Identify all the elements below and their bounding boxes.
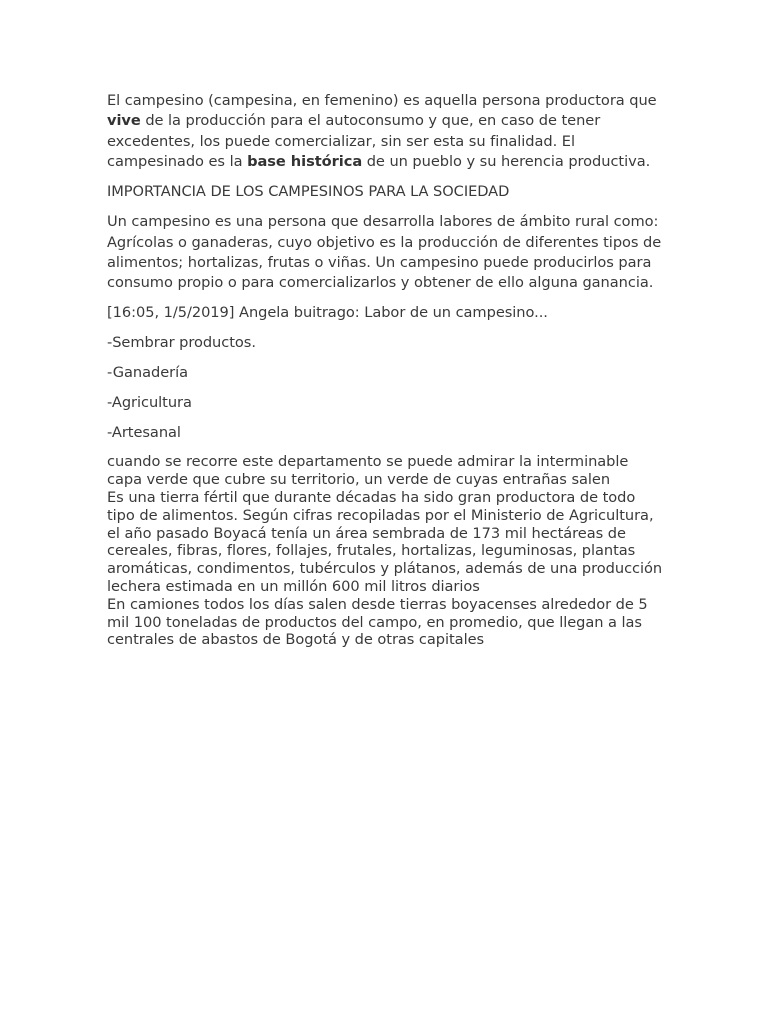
intro-bold-base-historica: base histórica: [247, 153, 363, 171]
section-heading: IMPORTANCIA DE LOS CAMPESINOS PARA LA SOCIEDAD: [107, 183, 510, 201]
boyaca-line-3: En camiones todos los días salen desde tierras boyacenses alrededor de 5 mil 100 toneladas de productos del campo, en promedio, que llegan a las centrales de abastos de Bogotá y de otras capitales: [107, 595, 648, 649]
intro-text-3: de un pueblo y su herencia productiva.: [362, 153, 651, 171]
intro-bold-vive: vive: [107, 112, 141, 130]
list-item: -Sembrar productos.: [107, 334, 256, 352]
list-item: -Ganadería: [107, 364, 188, 382]
intro-text-1: El campesino (campesina, en femenino) es aquella persona productora que: [107, 92, 657, 109]
intro-paragraph: [107, 91, 667, 173]
boyaca-text-block: [107, 453, 667, 649]
boyaca-line-1: cuando se recorre este departamento se puede admirar la interminable capa verde que cubre su territorio, un verde de cuyas entrañas salen: [107, 453, 629, 489]
chat-message-line: [16:05, 1/5/2019] Angela buitrago: Labor de un campesino...: [107, 304, 548, 322]
list-item: -Agricultura: [107, 394, 192, 412]
boyaca-line-2: Es una tierra fértil que durante décadas ha sido gran productora de todo tipo de alimentos. Según cifras recopiladas por el Ministerio de Agricultura, el año pasado Boyacá tenía un área sembrada de 173 mil hectáreas de cereales, fibras, flores, follajes, frutales, hortalizas, leguminosas, plantas aromáticas, condimentos, tubérculos y plátanos, además de una producción lechera estimada en un millón 600 mil litros diarios: [107, 489, 663, 596]
document-body: [107, 91, 667, 649]
intro-text-2: de la producción para el autoconsumo y que, en caso de tener excedentes, los puede comercializar, sin ser esta su finalidad. El campesinado es la: [107, 112, 601, 171]
list-item: -Artesanal: [107, 424, 181, 442]
campesino-paragraph: Un campesino es una persona que desarrolla labores de ámbito rural como: Agrícolas o ganaderas, cuyo objetivo es la producción de diferentes tipos de alimentos; hortalizas, frutas o viñas. Un campesino puede producirlos para consumo propio o para comercializarlos y obtener de ello alguna ganancia.: [107, 213, 662, 292]
